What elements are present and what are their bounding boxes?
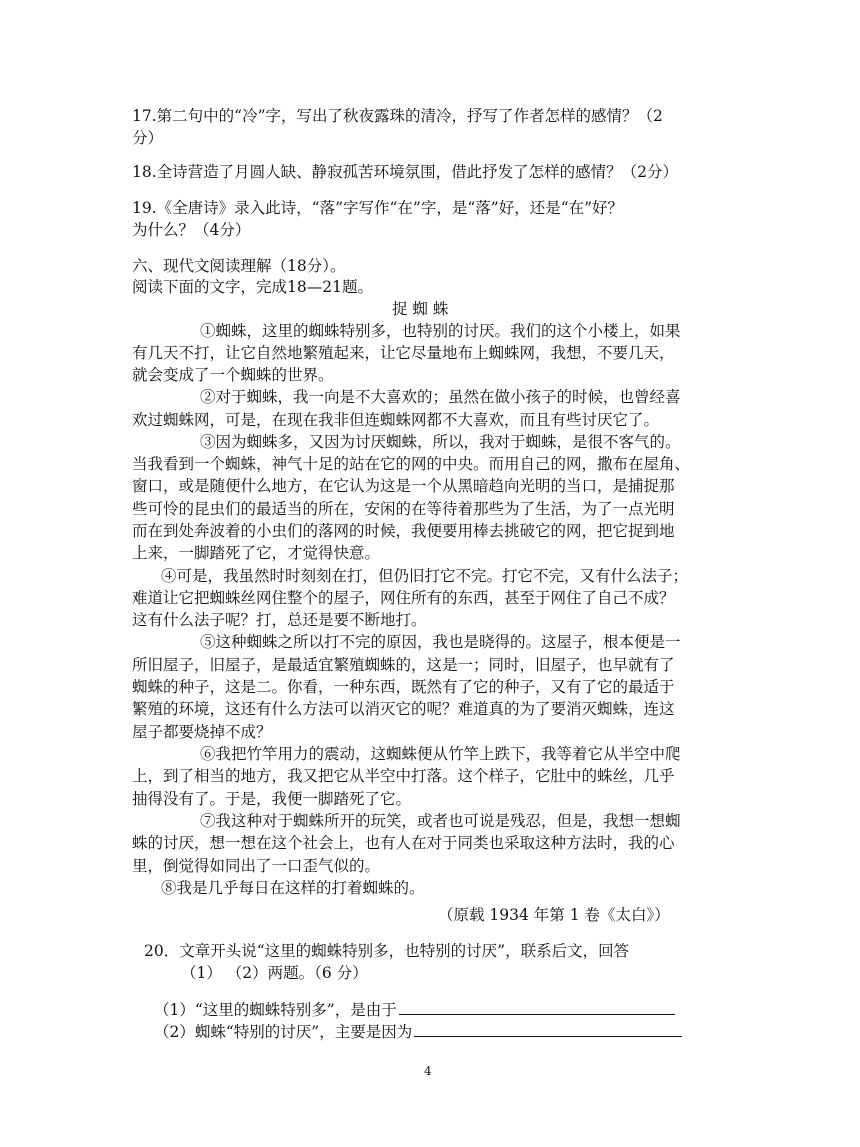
question-20-sub-1	[154, 998, 675, 1020]
paragraph-5-line-2: 所旧屋子，旧屋子，是最适宜繁殖蜘蛛的，这是一；同时，旧屋子，也早就有了	[132, 656, 675, 674]
paragraph-1-line-3: 就会变成了一个蜘蛛的世界。	[132, 366, 334, 384]
paragraph-1-line-2: 有几天不打，让它自然地繁殖起来，让它尽量地布上蜘蛛网，我想，不要几天，	[132, 344, 675, 362]
question-19-line-2: 为什么？（4分）	[132, 221, 251, 239]
question-18: 18.全诗营造了月圆人缺、静寂孤苦环境氛围，借此抒发了怎样的感情？（2分）	[132, 163, 679, 181]
paragraph-6-line-1: ⑥我把竹竿用力的震动，这蜘蛛便从竹竿上跌下，我等着它从半空中爬	[200, 745, 681, 763]
paragraph-8: ⑧我是几乎每日在这样的打着蜘蛛的。	[161, 879, 425, 897]
paragraph-7-line-3: 里，倒觉得如同出了一口歪气似的。	[132, 857, 381, 875]
page-number: 4	[424, 1064, 432, 1078]
question-19-line-1: 19.《全唐诗》录入此诗，“落”字写作“在”字，是“落”好，还是“在”好？	[132, 199, 624, 217]
paragraph-1-line-1: ①蜘蛛，这里的蜘蛛特别多，也特别的讨厌。我们的这个小楼上，如果	[200, 322, 681, 340]
paragraph-6-line-2: 上，到了相当的地方，我又把它从半空中打落。这个样子，它肚中的蛛丝，几乎	[132, 767, 675, 785]
section-heading: 六、现代文阅读理解（18分）。	[132, 257, 346, 275]
paragraph-5-line-1: ⑤这种蜘蛛之所以打不完的原因，我也是晓得的。这屋子，根本便是一	[200, 633, 681, 651]
paragraph-3-line-4: 些可怜的昆虫们的最适当的所在，安闲的在等待着那些为了生活，为了一点光明	[132, 500, 675, 518]
question-17-line-1: 17.第二句中的“冷”字，写出了秋夜露珠的清冷，抒写了作者怎样的感情？（2	[132, 107, 663, 125]
source-citation: （原载 1934 年第 1 卷《太白》）	[438, 906, 670, 924]
section-instruction: 阅读下面的文字，完成18—21题。	[132, 278, 373, 296]
question-17-line-2: 分）	[132, 129, 164, 147]
paragraph-3-line-2: 当我看到一个蜘蛛，神气十足的站在它的网的中央。而用自己的网，撒布在屋角、	[132, 455, 691, 473]
paragraph-3-line-6: 上来，一脚踏死了它，才觉得快意。	[132, 544, 381, 562]
paragraph-5-line-4: 繁殖的环境，这还有什么方法可以消灭它的呢？难道真的为了要消灭蜘蛛，连这	[132, 700, 675, 718]
paragraph-3-line-3: 窗口，或是随便什么地方，在它认为这是一个从黑暗趋向光明的当口，是捕捉那	[132, 477, 675, 495]
question-20-sub-2-text: （2）蜘蛛“特别的讨厌”，主要是因为	[154, 1023, 413, 1041]
paragraph-7-line-2: 蛛的讨厌，想一想在这个社会上，也有人在对于同类也采取这种方法时，我的心	[132, 834, 675, 852]
passage-title: 捉 蜘 蛛	[392, 300, 449, 318]
question-20-stem-line-1: 20．文章开头说“这里的蜘蛛特别多，也特别的讨厌”，联系后文，回答	[144, 942, 630, 960]
paragraph-7-line-1: ⑦我这种对于蜘蛛所开的玩笑，或者也可说是残忍，但是，我想一想蜘	[200, 812, 681, 830]
paragraph-2-line-2: 欢过蜘蛛网，可是，在现在我非但连蜘蛛网都不大喜欢，而且有些讨厌它了。	[132, 411, 660, 429]
paragraph-4-line-2: 难道让它把蜘蛛丝网住整个的屋子，网住所有的东西，甚至于网住了自己不成？	[132, 589, 675, 607]
question-20-sub-2	[154, 1020, 682, 1042]
paragraph-3-line-5: 而在到处奔波着的小虫们的落网的时候，我便要用棒去挑破它的网，把它捉到地	[132, 522, 675, 540]
question-20-stem-line-2: （1） （2）两题。（6 分）	[181, 964, 368, 982]
paragraph-6-line-3: 抽得没有了。于是，我便一脚踏死了它。	[132, 790, 412, 808]
question-20-sub-1-text: （1）“这里的蜘蛛特别多”，是由于	[154, 1001, 397, 1019]
paragraph-2-line-1: ②对于蜘蛛，我一向是不大喜欢的；虽然在做小孩子的时候，也曾经喜	[200, 388, 681, 406]
answer-blank-1[interactable]	[399, 998, 675, 1015]
paragraph-5-line-5: 屋子都要烧掉不成？	[132, 723, 272, 741]
paragraph-4-line-3: 这有什么法子呢？打，总还是要不断地打。	[132, 611, 427, 629]
answer-blank-2[interactable]	[414, 1020, 682, 1037]
paragraph-5-line-3: 蜘蛛的种子，这是二。你看，一种东西，既然有了它的种子，又有了它的最适于	[132, 678, 675, 696]
paragraph-3-line-1: ③因为蜘蛛多，又因为讨厌蜘蛛，所以，我对于蜘蛛，是很不客气的。	[200, 433, 681, 451]
paragraph-4-line-1: ④可是，我虽然时时刻刻在打，但仍旧打它不完。打它不完，又有什么法子；	[161, 567, 689, 585]
